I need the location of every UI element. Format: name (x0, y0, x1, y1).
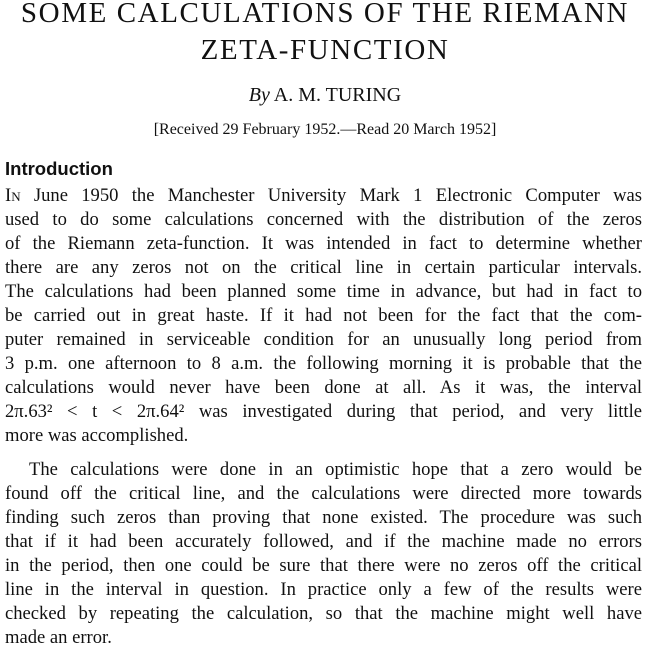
paragraph-1-line-1-text: June 1950 the Manchester University Mark 1 Electronic Computer was (20, 185, 642, 206)
drop-lead-word: In (5, 185, 21, 206)
paragraph-2-line-8: made an error. (5, 627, 112, 648)
paragraph-2-line-3: finding such zeros than proving that none existed. The procedure was such (5, 507, 642, 528)
paper-title-line-1: SOME CALCULATIONS OF THE RIEMANN (20, 0, 630, 29)
paragraph-1-line-11: more was accomplished. (5, 425, 189, 446)
paragraph-1-line-2: used to do some calculations concerned with the distribution of the zeros (5, 209, 642, 230)
paragraph-1-line-8: 3 p.m. one afternoon to 8 a.m. the following morning it is probable that the (5, 353, 642, 374)
author-name: A. M. TURING (273, 84, 402, 106)
paragraph-1-line-4: there are any zeros not on the critical line in certain particular intervals. (5, 257, 642, 278)
paragraph-2-line-4: that if it had been accurately followed, and if the machine made no errors (5, 531, 642, 552)
author-byline (0, 83, 650, 107)
paragraph-1-line-3: of the Riemann zeta-function. It was intended in fact to determine whether (5, 233, 642, 254)
paper-title-line-2: ZETA-FUNCTION (200, 34, 450, 66)
paragraph-1-line-9: calculations would never have been done at all. As it was, the interval (5, 377, 642, 398)
paragraph-2-line-6: line in the interval in question. In practice only a few of the results were (5, 579, 642, 600)
paragraph-2-line-7: checked by repeating the calculation, so that the machine might well have (5, 603, 642, 624)
paragraph-2-line-2: found off the critical line, and the calculations were directed more towards (5, 483, 642, 504)
paragraph-1-line-6: be carried out in great haste. If it had not been for the fact that the com- (5, 305, 642, 326)
paragraph-2-line-1: The calculations were done in an optimistic hope that a zero would be (29, 459, 642, 480)
received-date: [Received 29 February 1952.—Read 20 March 1952] (153, 121, 497, 138)
paragraph-1-line-5: The calculations had been planned some time in advance, but had in fact to (5, 281, 642, 302)
paragraph-2-line-5: in the period, then one could be sure that there were no zeros off the critical (5, 555, 642, 576)
section-heading: Introduction (5, 158, 113, 179)
byline-prefix: By (248, 84, 270, 106)
paragraph-1-line-1 (5, 185, 642, 207)
paragraph-1-line-7: puter remained in serviceable condition for an unusually long period from (5, 329, 642, 350)
paragraph-1-line-10: 2π.63² < t < 2π.64² was investigated during that period, and very little (5, 401, 642, 422)
